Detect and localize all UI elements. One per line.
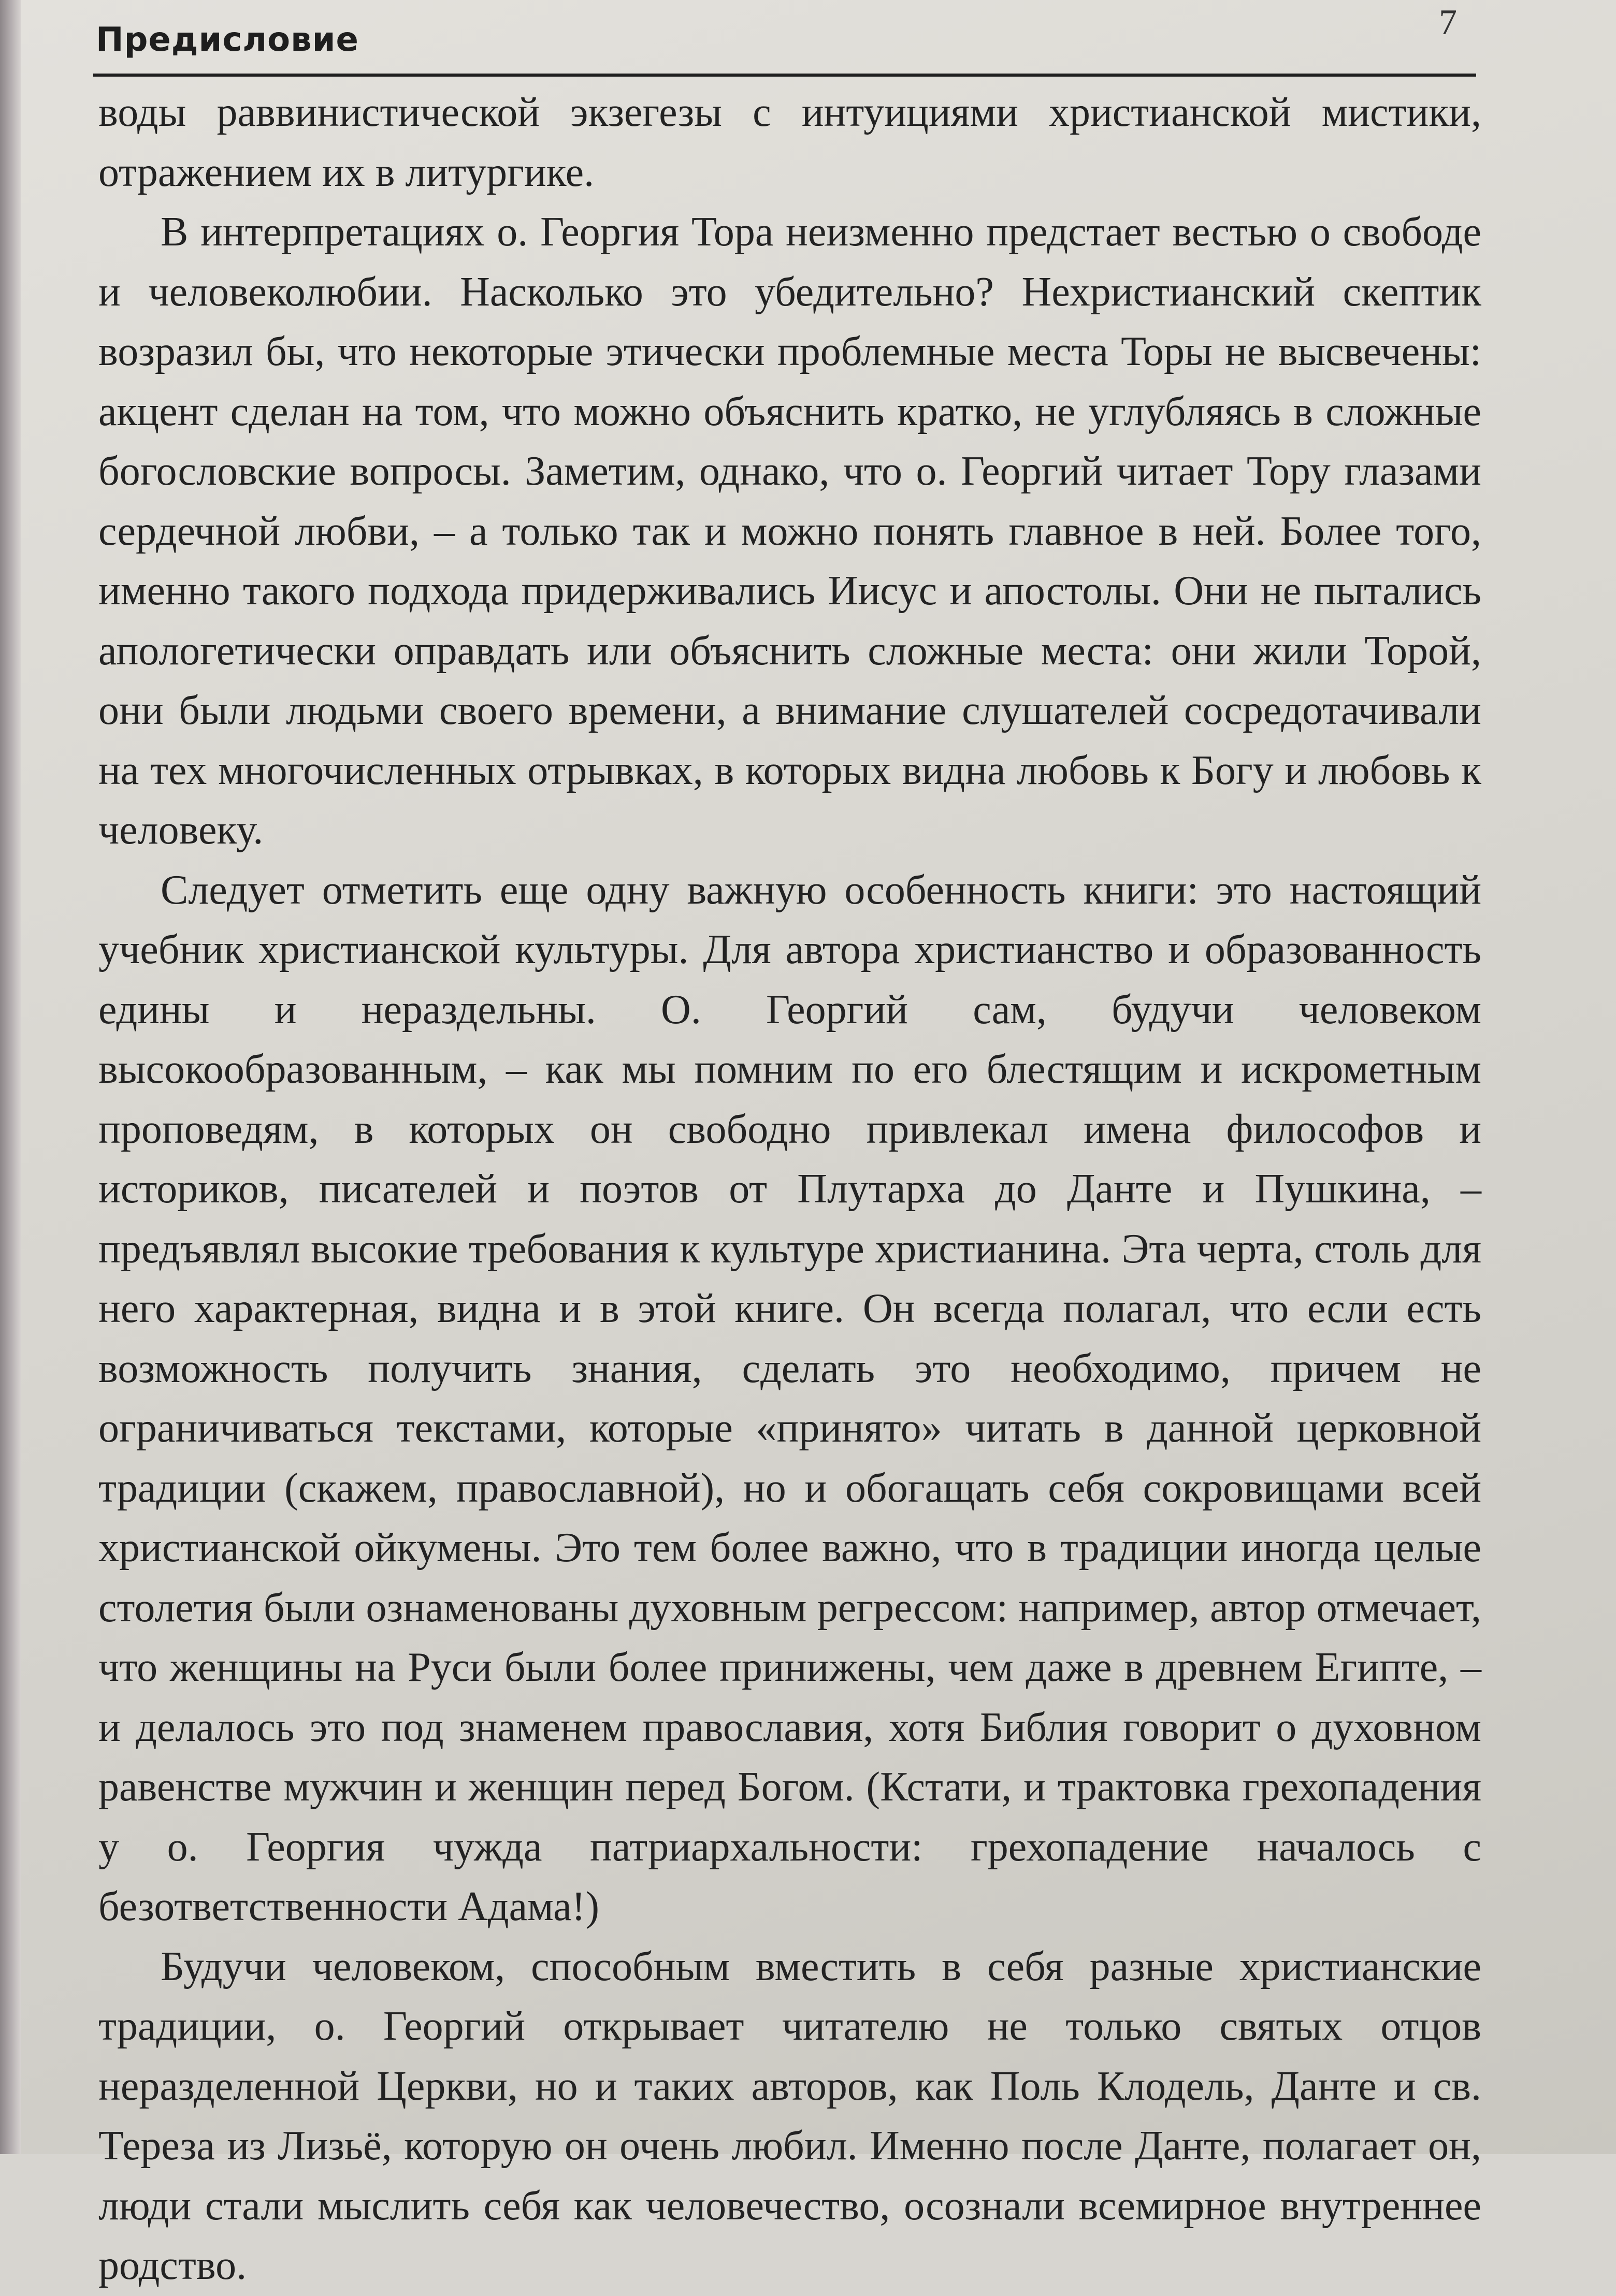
book-page — [21, 0, 1616, 2288]
page-number: 7 — [1439, 3, 1457, 42]
running-head-title: Предисловие — [96, 21, 359, 59]
paragraph-traditions: Будучи человеком, способным вместить в себя разные христианские традиции, о. Георгий открывает читателю не только святых отцов неразделенной Церкви, но и таких авторов, как Поль Клодель, Данте и св. Тереза из Лизьё, которую он очень любил. Именно после Данте, полагает он, люди стали мыслить себя как человечество, осознали всемирное внутреннее родство. — [98, 1943, 1481, 2288]
body-text — [98, 83, 1481, 2296]
paragraph-continuation: воды раввинистической экзегезы с интуициями христианской мистики, отражением их в литургике. — [98, 90, 1481, 195]
book-spine-shadow — [0, 0, 21, 2154]
paragraph-christian-culture: Следует отметить еще одну важную особенность книги: это настоящий учебник христианской культуры. Для автора христианство и образованность едины и нераздельны. О. Георгий сам, будучи человеком высокообразованным, – как мы помним по его блестящим и искрометным проповедям, в которых он свободно привлекал имена философов и историков, писателей и поэтов от Плутарха до Данте и Пушкина, – предъявлял высокие требования к культуре христианина. Эта черта, столь для него характерная, видна и в этой книге. Он всегда полагал, что если есть возможность получить знания, сделать это необходимо, причем не ограничиваться текстами, которые «принято» читать в данной церковной традиции (скажем, православной), но и обогащать себя сокровищами всей христианской ойкумены. Это тем более важно, что в традиции иногда целые столетия были ознаменованы духовным регрессом: например, автор отмечает, что женщины на Руси были более принижены, чем даже в древнем Египте, – и делалось это под знаменем православия, хотя Библия говорит о духовном равенстве мужчин и женщин перед Богом. (Кстати, и трактовка грехопадения у о. Георгия чужда патриархальности: грехопадение началось с безответственности Адама!) — [98, 867, 1481, 1929]
header-rule — [93, 74, 1476, 77]
paragraph-tora-interpretation: В интерпретациях о. Георгия Тора неизменно предстает вестью о свободе и человеколюбии. Насколько это убедительно? Нехристианский скептик возразил бы, что некоторые этически проблемные места Торы не высвечены: акцент сделан на том, что можно объяснить кратко, не углубляясь в сложные богословские вопросы. Заметим, однако, что о. Георгий читает Тору глазами сердечной любви, – а только так и можно понять главное в ней. Более того, именно такого подхода придерживались Иисус и апостолы. Они не пытались апологетически оправдать или объяснить сложные места: они жили Торой, они были людьми своего времени, а внимание слушателей сосредотачивали на тех многочисленных отрывках, в которых видна любовь к Богу и любовь к человеку. — [98, 209, 1481, 853]
